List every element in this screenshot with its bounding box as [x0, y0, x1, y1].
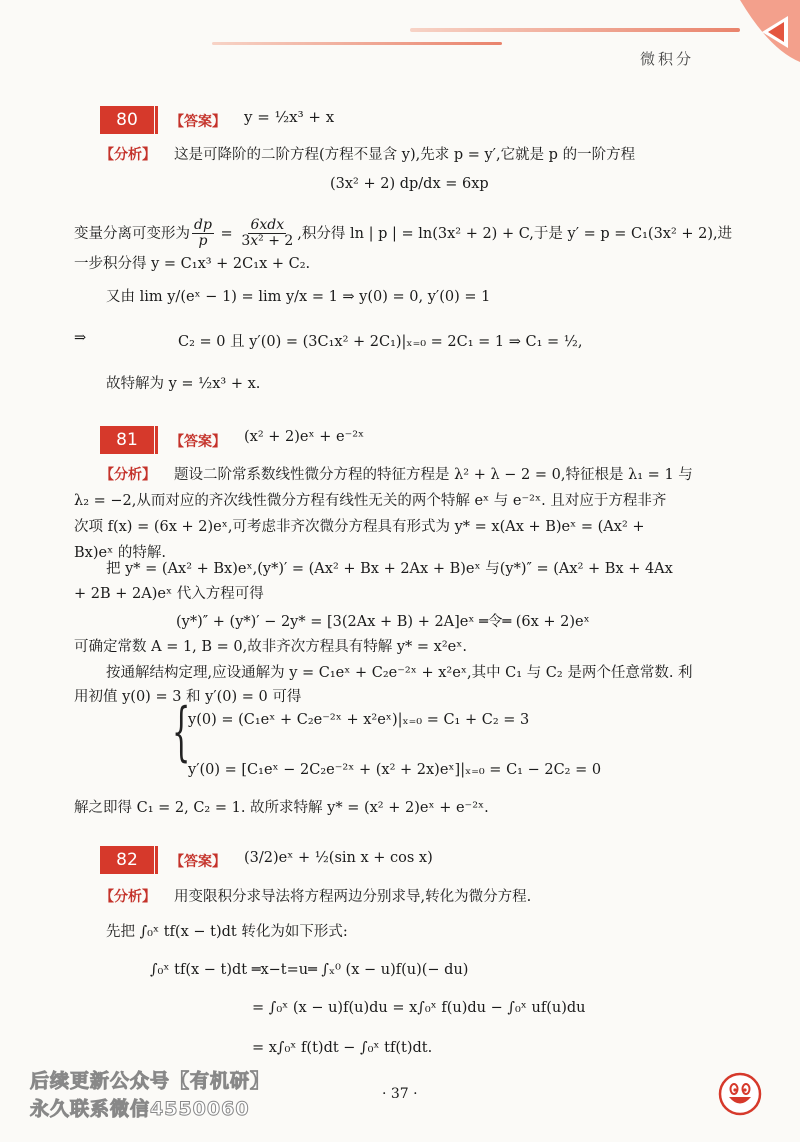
- p80-line-6: 故特解为 y = ½x³ + x.: [106, 376, 261, 392]
- p82-equation-3: = x∫₀ˣ f(t)dt − ∫₀ˣ tf(t)dt.: [252, 1040, 433, 1056]
- p81-line-2: λ₂ = −2,从而对应的齐次线性微分方程有线性无关的两个特解 eˣ 与 e⁻²ˣ. 且对应于方程非齐: [74, 493, 667, 509]
- system-brace: {: [172, 695, 191, 769]
- problem-number-81: 81: [100, 426, 154, 454]
- watermark-line-2: 永久联系微信4550060: [30, 1098, 250, 1120]
- p81-system-eq-1: y(0) = (C₁eˣ + C₂e⁻²ˣ + x²eˣ)|ₓ₌₀ = C₁ + C₂ = 3: [188, 712, 530, 728]
- p82-equation-1: ∫₀ˣ tf(x − t)dt ═x−t=u═ ∫ₓ⁰ (x − u)f(u)(− du): [150, 962, 469, 978]
- answer-82: (3/2)eˣ + ½(sin x + cos x): [244, 850, 433, 866]
- p80-line-2a: 变量分离可变形为: [74, 225, 190, 242]
- p80-line-4: 又由 lim y/(eˣ − 1) = lim y/x = 1 ⇒ y(0) = 0, y′(0) = 1: [106, 289, 491, 305]
- corner-arrow-icon: [740, 0, 800, 62]
- problem-number-80: 80: [100, 106, 154, 134]
- smiley-icon: [718, 1072, 762, 1116]
- answer-label-80: 【答案】: [170, 114, 226, 130]
- answer-80: y = ½x³ + x: [244, 108, 335, 126]
- p81-line-3: 次项 f(x) = (6x + 2)eˣ,可考虑非齐次微分方程具有形式为 y* = x(Ax + B)eˣ = (Ax² +: [74, 519, 645, 535]
- watermark-line-1: 后续更新公众号【有机研】: [30, 1070, 271, 1092]
- header-rule-bottom: [212, 42, 502, 45]
- p80-line-2: 变量分离可变形为 $\frac{dp}{p}$ = $\frac{\text{6xdx}}{\text{3x² + 2}}$ ,积分得 ln | p | = ln(3x² + 2) + C,于是 y′ = p = C₁(3x² + 2),进: [74, 217, 733, 250]
- p82-line-2: 先把 ∫₀ˣ tf(x − t)dt 转化为如下形式:: [106, 924, 348, 940]
- analysis-label-81: 【分析】: [100, 467, 156, 483]
- p81-system-eq-2: y′(0) = [C₁eˣ − 2C₂e⁻²ˣ + (x² + 2x)eˣ]|ₓ₌₀ = C₁ − 2C₂ = 0: [188, 762, 602, 778]
- fraction-6xdx: $\frac{\text{6xdx}}{\text{3x² + 2}}$: [241, 217, 294, 250]
- p80-line-1: 这是可降阶的二阶方程(方程不显含 y),先求 p = y′,它就是 p 的一阶方程: [174, 147, 636, 163]
- fraction-dp-p: $\frac{dp}{p}$: [194, 217, 212, 250]
- p82-line-1: 用变限积分求导法将方程两边分别求导,转化为微分方程.: [174, 889, 532, 905]
- analysis-label-82: 【分析】: [100, 889, 156, 905]
- p80-equation-1: (3x² + 2) dp/dx = 6xp: [330, 176, 489, 192]
- answer-81: (x² + 2)eˣ + e⁻²ˣ: [244, 429, 365, 445]
- implies-arrow: ⇒: [74, 330, 87, 346]
- p81-line-9: 用初值 y(0) = 3 和 y′(0) = 0 可得: [74, 689, 302, 705]
- p81-line-7: 可确定常数 A = 1, B = 0,故非齐次方程具有特解 y* = x²eˣ.: [74, 639, 467, 655]
- problem-number-82: 82: [100, 846, 154, 874]
- p81-line-5: 把 y* = (Ax² + Bx)eˣ,(y*)′ = (Ax² + Bx + 2Ax + B)eˣ 与(y*)″ = (Ax² + Bx + 4Ax: [106, 561, 673, 577]
- page-number: · 37 ·: [382, 1086, 418, 1102]
- header-rule-top: [410, 28, 740, 32]
- p80-line-5: C₂ = 0 且 y′(0) = (3C₁x² + 2C₁)|ₓ₌₀ = 2C₁ = 1 ⇒ C₁ = ½,: [178, 334, 583, 350]
- p81-line-4: Bx)eˣ 的特解.: [74, 545, 166, 561]
- p81-line-1: 题设二阶常系数线性微分方程的特征方程是 λ² + λ − 2 = 0,特征根是 λ₁ = 1 与: [174, 467, 693, 483]
- p81-line-6: + 2B + 2A)eˣ 代入方程可得: [74, 586, 264, 602]
- answer-label-81: 【答案】: [170, 434, 226, 450]
- answer-label-82: 【答案】: [170, 854, 226, 870]
- p82-equation-2: = ∫₀ˣ (x − u)f(u)du = x∫₀ˣ f(u)du − ∫₀ˣ uf(u)du: [252, 1000, 586, 1016]
- analysis-label-80: 【分析】: [100, 147, 156, 163]
- p81-line-8: 按通解结构定理,应设通解为 y = C₁eˣ + C₂e⁻²ˣ + x²eˣ,其中 C₁ 与 C₂ 是两个任意常数. 利: [106, 665, 693, 681]
- p81-equation-1: (y*)″ + (y*)′ − 2y* = [3(2Ax + B) + 2A]eˣ ═令═ (6x + 2)eˣ: [176, 614, 590, 630]
- p80-line-3: 一步积分得 y = C₁x³ + 2C₁x + C₂.: [74, 256, 311, 272]
- p81-line-10: 解之即得 C₁ = 2, C₂ = 1. 故所求特解 y* = (x² + 2)eˣ + e⁻²ˣ.: [74, 800, 489, 816]
- p80-line-2b: ,积分得 ln | p | = ln(3x² + 2) + C,于是 y′ = p = C₁(3x² + 2),进: [297, 225, 733, 242]
- chapter-title: 微积分: [640, 50, 695, 68]
